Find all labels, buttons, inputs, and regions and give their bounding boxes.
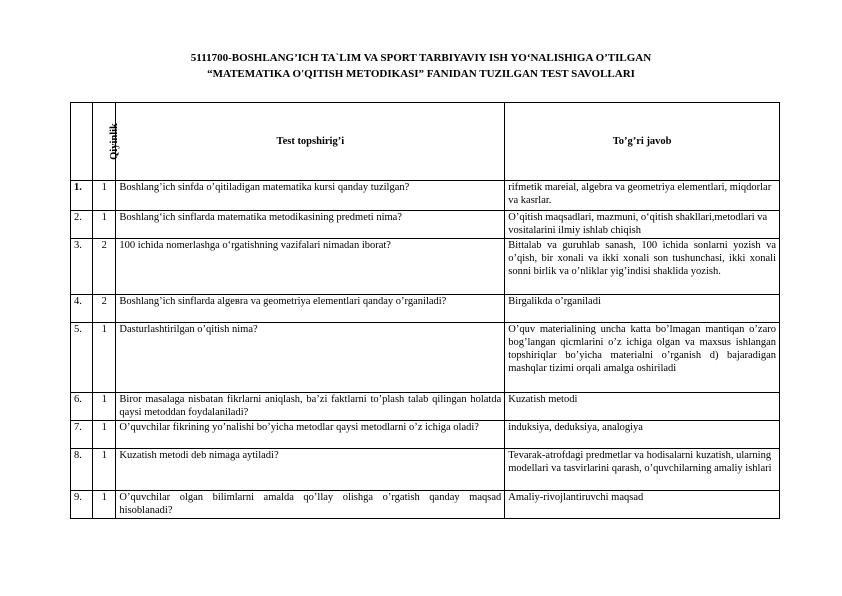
row-number: 5. <box>71 323 93 393</box>
table-row <box>71 295 780 323</box>
table-row <box>71 449 780 491</box>
row-answer: induksiya, deduksiya, analogiya <box>505 421 780 449</box>
row-task: O’quvchilar fikrining yo’nalishi bo’yicha metodlar qaysi metodlarni o’z ichiga oladi? <box>116 421 505 449</box>
row-level: 1 <box>93 491 116 519</box>
row-answer: Kuzatish metodi <box>505 393 780 421</box>
row-level: 2 <box>93 239 116 295</box>
row-answer: O’qitish maqsadlari, mazmuni, o‘qitish shakllari,metodlari va vositalarini ilmiy ishlab chiqish <box>505 211 780 239</box>
row-level: 1 <box>93 181 116 211</box>
row-answer: Bittalab va guruhlab sanash, 100 ichida sonlarni yozish va o’qish, bir xonali va ikki xonali son tushunchasi, ikki xonali sonni birlik va o’nliklar yig’indisi shaklida yozish. <box>505 239 780 295</box>
row-number: 6. <box>71 393 93 421</box>
row-number: 2. <box>71 211 93 239</box>
table-header-row <box>71 103 780 181</box>
header-level: Qiyinlik <box>93 103 116 181</box>
document-title <box>0 50 842 82</box>
header-answer: To’g’ri javob <box>505 103 780 181</box>
row-number: 7. <box>71 421 93 449</box>
row-task: Boshlang‘ich sinflarda matematika metodikasining predmeti nima? <box>116 211 505 239</box>
table-row <box>71 181 780 211</box>
row-task: Kuzatish metodi deb nimaga aytiladi? <box>116 449 505 491</box>
row-number: 1. <box>71 181 93 211</box>
row-answer: O’quv materialining uncha katta bo’lmagan mantiqan o’zaro bog’langan qicmlarini o’z ichiga olgan va maxsus ishlangan topshiriqlar bo’yicha materialni o’rganish d) bajaradigan mashqlar tizimi orqali amalga oshiriladi <box>505 323 780 393</box>
row-task: Boshlang’ich sinflarda algевra va geometriya elementlari qanday o’rganiladi? <box>116 295 505 323</box>
title-line-1: 5111700-BOSHLANG’ICH TA`LIM VA SPORT TARBIYAVIY ISH YO‘NALISHIGA O’TILGAN <box>190 52 652 64</box>
test-questions-table <box>70 102 780 519</box>
title-line-2: “MATEMATIKA O'QITISH METODIKASI” FANIDAN TUZILGAN TEST SAVOLLARI <box>207 68 635 80</box>
row-number: 4. <box>71 295 93 323</box>
header-number <box>71 103 93 181</box>
row-answer: rifmetik mareial, algebra va geometriya elementlari, miqdorlar va kasrlar. <box>505 181 780 211</box>
row-task: O’quvchilar olgan bilimlarni amalda qo’llay olishga o’rgatish qanday maqsad hisoblanadi? <box>116 491 505 519</box>
table-row <box>71 323 780 393</box>
header-task: Test topshirig’i <box>116 103 505 181</box>
table-row <box>71 239 780 295</box>
table-row <box>71 421 780 449</box>
row-level: 1 <box>93 421 116 449</box>
row-task: 100 ichida nomerlashga o‘rgatishning vazifalari nimadan iborat? <box>116 239 505 295</box>
table-row <box>71 491 780 519</box>
row-task: Biror masalaga nisbatan fikrlarni aniqlash, ba’zi faktlarni to’plash talab qilingan holatda qaysi metoddan foydalaniladi? <box>116 393 505 421</box>
row-task: Boshlang’ich sinfda o’qitiladigan matematika kursi qanday tuzilgan? <box>116 181 505 211</box>
row-answer: Birgalikda o’rganiladi <box>505 295 780 323</box>
row-number: 3. <box>71 239 93 295</box>
table-row <box>71 393 780 421</box>
row-task: Dasturlashtirilgan o’qitish nima? <box>116 323 505 393</box>
row-level: 1 <box>93 449 116 491</box>
row-level: 1 <box>93 211 116 239</box>
row-level: 2 <box>93 295 116 323</box>
row-number: 9. <box>71 491 93 519</box>
table-row <box>71 211 780 239</box>
row-level: 1 <box>93 323 116 393</box>
row-answer: Amaliy-rivojlantiruvchi maqsad <box>505 491 780 519</box>
row-level: 1 <box>93 393 116 421</box>
row-answer: Tevarak-atrofdagi predmetlar va hodisalarni kuzatish, ularning modellari va tasvirlarini qarash, o’quvchilarning amaliy ishlari <box>505 449 780 491</box>
row-number: 8. <box>71 449 93 491</box>
